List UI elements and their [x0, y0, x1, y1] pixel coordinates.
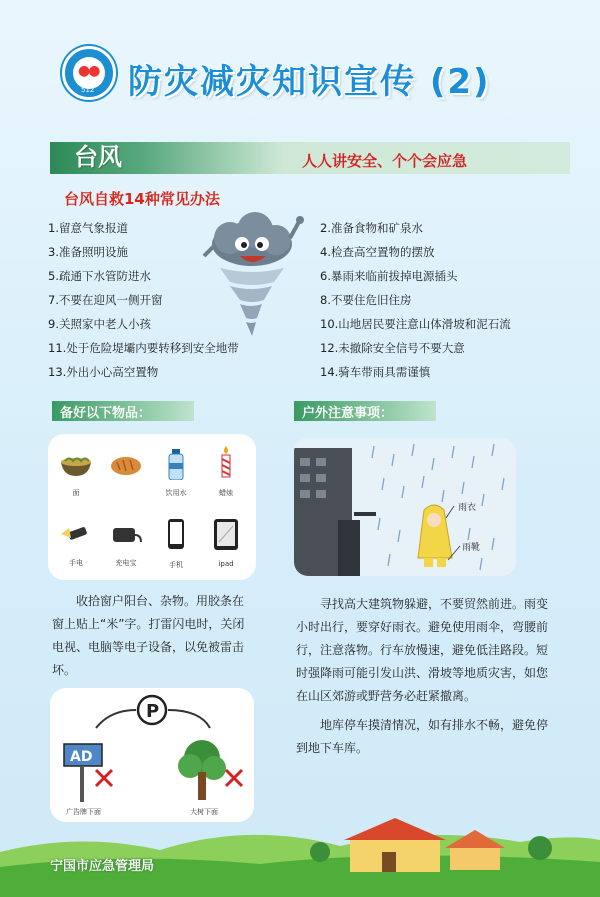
noodles-icon	[59, 450, 93, 480]
tips-title: 台风自救14种常见办法	[64, 190, 220, 208]
supply-item: ipad	[204, 518, 248, 568]
tip-item: 12.未撤除安全信号不要大意	[320, 341, 465, 355]
caption-billboard: 广告牌下面	[66, 808, 101, 816]
supply-item: 手机	[154, 518, 198, 570]
supplies-card	[48, 434, 256, 580]
tip-item: 2.准备食物和矿泉水	[320, 221, 423, 235]
outdoor-label: 户外注意事项：	[302, 406, 394, 421]
supply-item: 充电宝	[104, 520, 148, 568]
tip-item: 11.处于危险堤壩内要转移到安全地带	[48, 341, 239, 355]
parking-symbol: P	[146, 701, 160, 722]
supply-item: 饮用水	[154, 446, 198, 498]
supply-item: 蜡烛	[204, 444, 248, 498]
window-safety-text: 收拾窗户阳台、杂物。用胶条在窗上贴上“米”字。打雷闪电时，关闭电视、电脑等电子设备，以免被雷击坏。	[52, 594, 245, 677]
svg-text:雨靴: 雨靴	[462, 543, 481, 553]
supply-item	[104, 450, 148, 488]
tip-item: 14.骑车带雨具需谨慎	[320, 365, 431, 379]
supply-item: 手电	[54, 520, 98, 568]
water-bottle-icon	[159, 446, 193, 480]
ad-sign-label: AD	[70, 749, 93, 765]
tornado-cartoon-icon	[200, 212, 305, 342]
parking-warning-card	[50, 688, 254, 822]
outdoor-safety-text: 寻找高大建筑物躲避，不要贸然前进。雨变小时出行，要穿好雨衣。避免使用雨伞，弯腰前行，注意落物。行车放慢速，避免低洼路段。短时强降雨可能引发山洪、滑坡等地质灾害，如您在山区郊游或野营务必赶紧撤离。 地库停车摸清情况，如有排水不畅，避免停到地下车库。	[296, 597, 549, 755]
tip-item: 7.不要在迎风一侧开窗	[48, 293, 163, 307]
supplies-label: 备好以下物品：	[60, 406, 152, 421]
tip-item: 3.准备照明设施	[48, 245, 128, 259]
power-bank-icon	[109, 520, 143, 550]
tip-item: 4.检查高空置物的摆放	[320, 245, 435, 259]
tip-item: 8.不要住危旧住房	[320, 293, 412, 307]
issuing-organization: 宁国市应急管理局	[50, 859, 155, 874]
tip-item: 1.留意气象报道	[48, 221, 128, 235]
tip-item: 10.山地居民要注意山体滑坡和泥石流	[320, 317, 511, 331]
bread-icon	[109, 450, 143, 480]
rain-scene-illustration	[294, 438, 516, 576]
tablet-icon	[209, 518, 243, 552]
phone-icon	[159, 518, 193, 552]
section-title: 台风	[74, 143, 122, 171]
tip-item: 13.外出小心高空置物	[48, 365, 159, 379]
rain-scene-icon	[294, 438, 516, 576]
caption-tree: 大树下面	[190, 808, 218, 816]
candle-icon	[209, 444, 243, 480]
tips-list-right	[320, 216, 511, 384]
supply-item: 面	[54, 450, 98, 498]
safety-slogan: 人人讲安全、个个会应急	[302, 152, 468, 170]
flashlight-icon	[59, 520, 93, 550]
disaster-day-logo: ●● 512	[62, 46, 116, 100]
parking-warning-illustration	[50, 688, 254, 822]
page-title: 防灾减灾知识宣传 (2)	[128, 62, 491, 102]
tip-item: 9.关照家中老人小孩	[48, 317, 151, 331]
svg-text:雨衣: 雨衣	[458, 503, 477, 513]
tip-item: 5.疏通下水管防进水	[48, 269, 151, 283]
tip-item: 6.暴雨来临前拔掉电源插头	[320, 269, 458, 283]
